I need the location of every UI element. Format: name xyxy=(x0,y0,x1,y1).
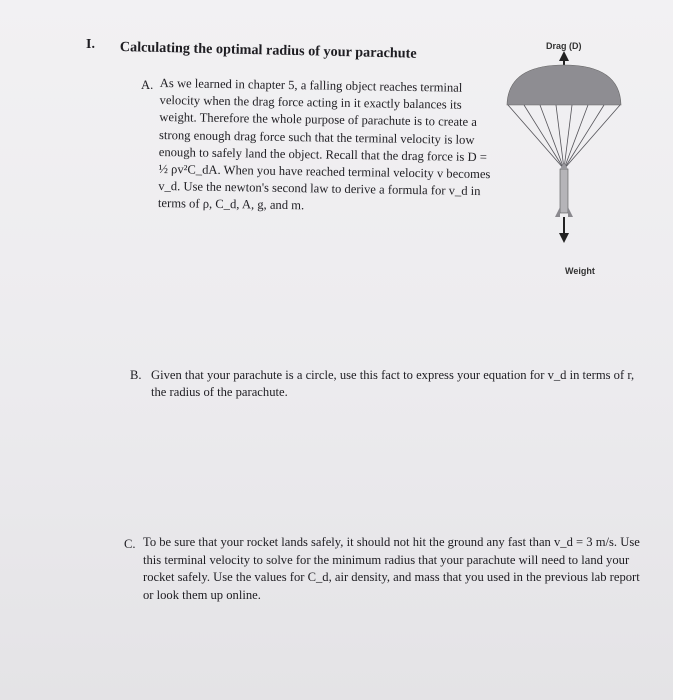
rocket-fin-left xyxy=(555,207,560,217)
parachute-canopy xyxy=(507,65,621,105)
weight-label: Weight xyxy=(565,266,595,276)
part-c-text: To be sure that your rocket lands safely, it should not hit the ground any fast than v_d = 3 m/s. Use this terminal velocity to solve for the minimum radius that your parachute will need to land your rocket safely. Use the values for C_d, air density, and mass that you used in the previous lab report or look them up online. xyxy=(143,535,640,602)
parachute-force-diagram xyxy=(500,35,660,285)
weight-arrow-head xyxy=(559,233,569,243)
part-c-label: C. xyxy=(124,537,136,551)
drag-label: Drag (D) xyxy=(546,41,582,51)
part-b-text: Given that your parachute is a circle, use this fact to express your equation for v_d in terms of r, the radius of the parachute. xyxy=(151,368,635,400)
rocket-fin-right xyxy=(568,207,573,217)
shroud-lines xyxy=(508,105,620,169)
drag-arrow-head xyxy=(559,51,569,61)
section-title: Calculating the optimal radius of your parachute xyxy=(119,39,417,62)
section-number: I. xyxy=(86,37,95,52)
rocket-body xyxy=(560,169,568,213)
part-a-text: As we learned in chapter 5, a falling object reaches terminal velocity when the drag force acting in it exactly balances its weight. Therefore the whole purpose of parachute is to create a strong enough drag force such that the terminal velocity is low enough to safely land the object. Recall that the drag force is D = ½ ρv²C_dA. When you have reached terminal velocity v becomes v_d. Use the newton's second law to derive a formula for v_d in terms of ρ, C_d, A, g, and m. xyxy=(157,75,491,213)
part-a-label: A. xyxy=(141,78,154,92)
part-b-label: B. xyxy=(130,368,142,382)
